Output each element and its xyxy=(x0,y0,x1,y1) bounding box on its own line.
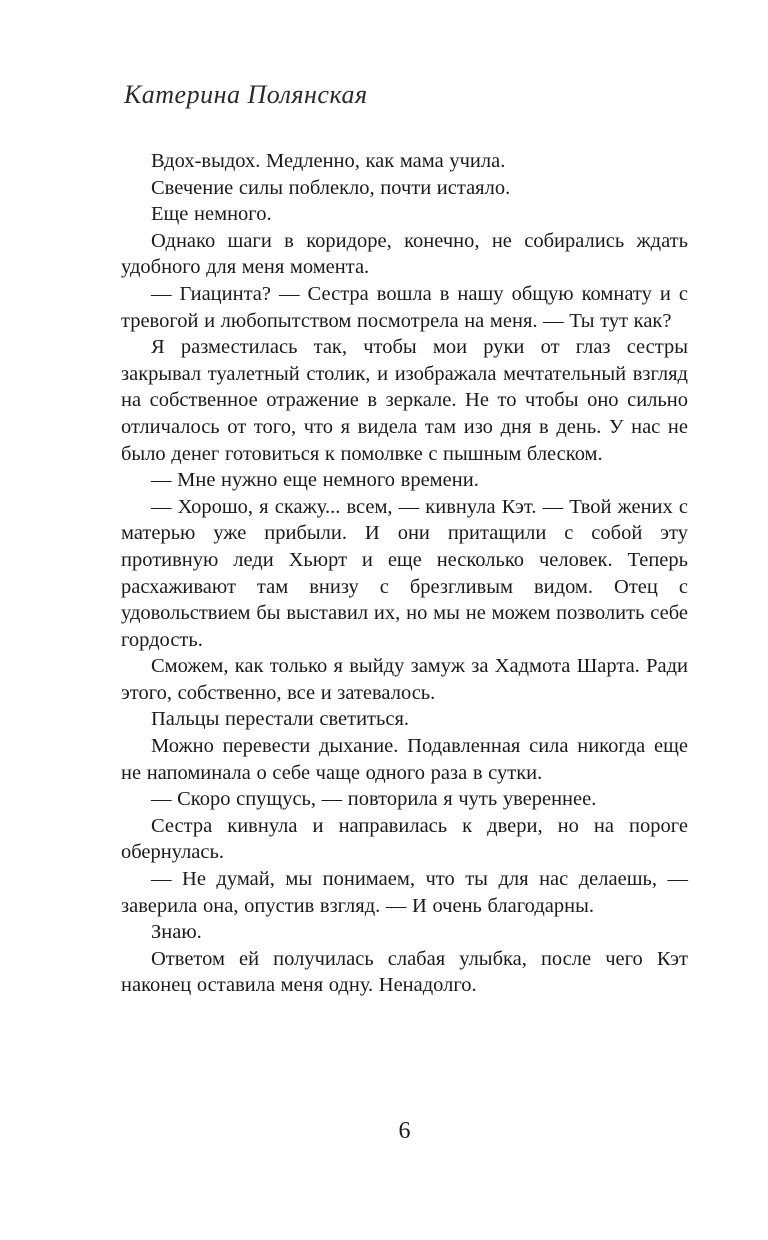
body-text xyxy=(121,148,688,999)
paragraph: — Гиацинта? — Сестра вошла в нашу общую комнату и с тревогой и любопытством посмотрела на меня. — Ты тут как? xyxy=(121,282,688,332)
paragraph: Сестра кивнула и направилась к двери, но на пороге обернулась. xyxy=(121,814,688,864)
paragraph: Ответом ей получилась слабая улыбка, после чего Кэт наконец оставила меня одну. Ненадолго. xyxy=(121,947,688,997)
paragraph: — Хорошо, я скажу... всем, — кивнула Кэт. — Твой жених с матерью уже прибыли. И они притащили с собой эту противную леди Хьюрт и еще несколько человек. Теперь расхаживают там внизу с брезгливым видом. Отец с удовольствием бы выставил их, но мы не можем позволить себе гордость. xyxy=(121,495,688,651)
paragraph: Пальцы перестали светиться. xyxy=(151,708,410,731)
paragraph: Свечение силы поблекло, почти истаяло. xyxy=(151,176,511,199)
paragraph: — Мне нужно еще немного времени. xyxy=(151,469,479,492)
page-number: 6 xyxy=(398,1118,411,1144)
paragraph: Знаю. xyxy=(151,921,202,944)
paragraph: Можно перевести дыхание. Подавленная сила никогда еще не напоминала о себе чаще одного раза в сутки. xyxy=(121,735,688,784)
paragraph: — Скоро спущусь, — повторила я чуть увереннее. xyxy=(151,788,597,811)
paragraph: Сможем, как только я выйду замуж за Хадмота Шарта. Ради этого, собственно, все и затевалось. xyxy=(121,655,688,704)
paragraph: — Не думай, мы понимаем, что ты для нас делаешь, — заверила она, опустив взгляд. — И очень благодарны. xyxy=(121,868,688,917)
paragraph: Я разместилась так, чтобы мои руки от глаз сестры закрывал туалетный столик, и изображала мечтательный взгляд на собственное отражение в зеркале. Не то чтобы оно сильно отличалось от того, что я видела там изо дня в день. У нас не было денег готовиться к помолвке с пышным блеском. xyxy=(121,336,688,465)
running-header-author: Катерина Полянская xyxy=(124,80,368,109)
paragraph: Вдох-выдох. Медленно, как мама учила. xyxy=(151,150,506,172)
paragraph: Однако шаги в коридоре, конечно, не собирались ждать удобного для меня момента. xyxy=(121,229,688,279)
paragraph: Еще немного. xyxy=(151,203,272,226)
